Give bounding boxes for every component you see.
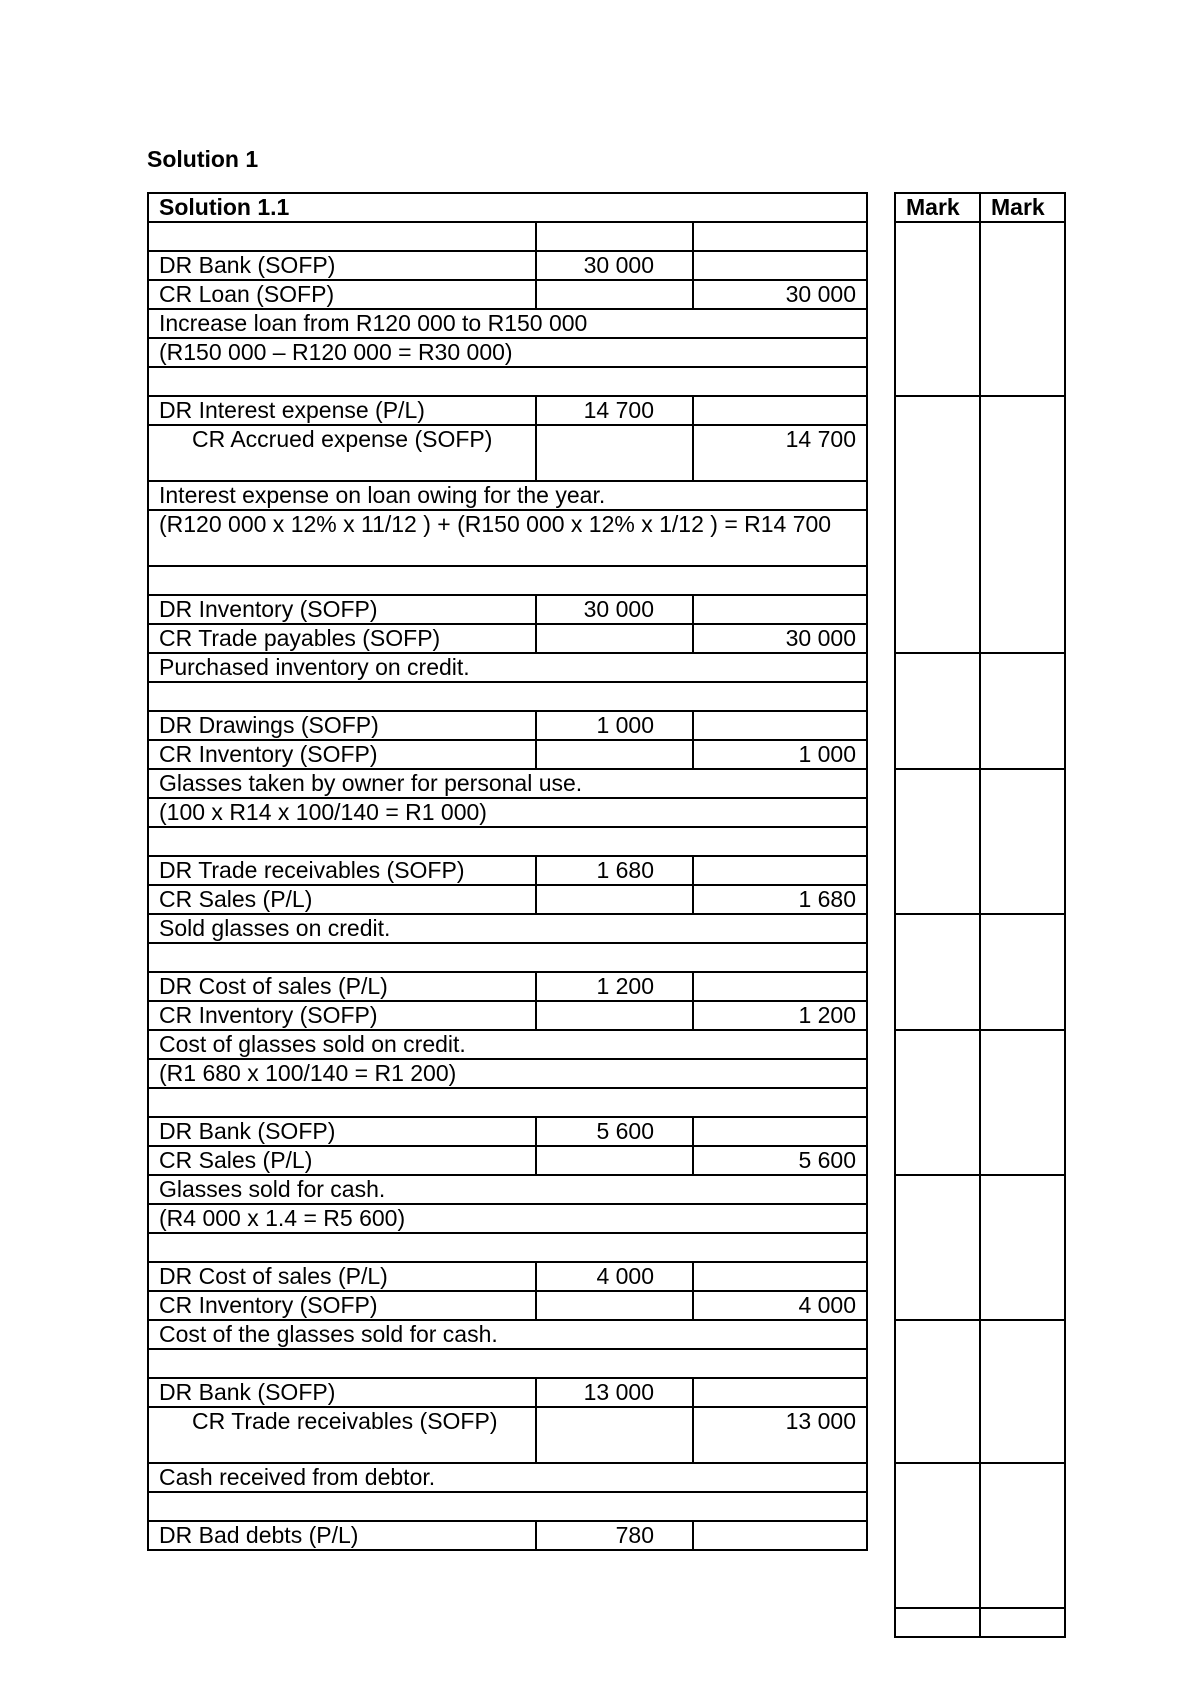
mark-row bbox=[895, 222, 1065, 396]
credit-cell: 5 600 bbox=[693, 1146, 867, 1175]
mark-row bbox=[895, 1320, 1065, 1463]
credit-cell bbox=[693, 1262, 867, 1291]
empty-cell bbox=[148, 682, 867, 711]
account-cell: DR Inventory (SOFP) bbox=[148, 595, 536, 624]
journal-entry-row bbox=[148, 624, 867, 653]
debit-cell bbox=[536, 1291, 693, 1320]
mark-cell bbox=[895, 396, 980, 653]
mark-cell bbox=[895, 914, 980, 1030]
narration-row bbox=[148, 653, 867, 682]
journal-entry-row bbox=[148, 280, 867, 309]
narration-row bbox=[148, 1059, 867, 1088]
credit-cell: 1 000 bbox=[693, 740, 867, 769]
credit-cell bbox=[693, 251, 867, 280]
mark-cell bbox=[980, 1175, 1065, 1320]
narration-row bbox=[148, 338, 867, 367]
account-cell: CR Trade payables (SOFP) bbox=[148, 624, 536, 653]
credit-cell bbox=[693, 396, 867, 425]
debit-cell: 4 000 bbox=[536, 1262, 693, 1291]
credit-cell bbox=[693, 1378, 867, 1407]
mark-row bbox=[895, 1608, 1065, 1637]
blank-row bbox=[148, 1492, 867, 1521]
credit-cell bbox=[693, 595, 867, 624]
credit-cell: 1 680 bbox=[693, 885, 867, 914]
account-cell: DR Cost of sales (P/L) bbox=[148, 1262, 536, 1291]
narration-row bbox=[148, 481, 867, 510]
debit-cell bbox=[536, 740, 693, 769]
empty-cell bbox=[536, 222, 693, 251]
mark-row bbox=[895, 769, 1065, 914]
narration-row bbox=[148, 769, 867, 798]
journal-entry-row bbox=[148, 711, 867, 740]
account-cell: DR Cost of sales (P/L) bbox=[148, 972, 536, 1001]
blank-row bbox=[148, 1349, 867, 1378]
credit-cell bbox=[693, 711, 867, 740]
marks-table bbox=[894, 192, 1066, 1638]
journal-entry-row bbox=[148, 396, 867, 425]
mark-cell bbox=[895, 653, 980, 769]
journal-entry-row bbox=[148, 885, 867, 914]
account-cell: DR Bad debts (P/L) bbox=[148, 1521, 536, 1550]
account-cell: DR Trade receivables (SOFP) bbox=[148, 856, 536, 885]
narration-cell: Cash received from debtor. bbox=[148, 1463, 867, 1492]
debit-cell bbox=[536, 1407, 693, 1463]
debit-cell: 5 600 bbox=[536, 1117, 693, 1146]
account-cell: CR Inventory (SOFP) bbox=[148, 740, 536, 769]
mark-row bbox=[895, 1463, 1065, 1608]
journal-entry-row bbox=[148, 1117, 867, 1146]
account-cell: CR Accrued expense (SOFP) bbox=[148, 425, 536, 481]
blank-row bbox=[148, 943, 867, 972]
journal-entry-row bbox=[148, 1262, 867, 1291]
mark-cell bbox=[895, 1463, 980, 1608]
journal-entry-row bbox=[148, 972, 867, 1001]
mark-cell bbox=[895, 1608, 980, 1637]
mark-cell bbox=[895, 1175, 980, 1320]
page-title: Solution 1 bbox=[147, 146, 259, 172]
mark-cell bbox=[980, 769, 1065, 914]
account-cell: CR Inventory (SOFP) bbox=[148, 1001, 536, 1030]
mark-cell bbox=[980, 222, 1065, 396]
mark-row bbox=[895, 914, 1065, 1030]
mark-cell bbox=[895, 769, 980, 914]
mark-cell bbox=[895, 222, 980, 396]
journal-entry-row bbox=[148, 1407, 867, 1463]
narration-row bbox=[148, 1320, 867, 1349]
blank-row bbox=[148, 367, 867, 396]
narration-cell: (R4 000 x 1.4 = R5 600) bbox=[148, 1204, 867, 1233]
account-cell: CR Trade receivables (SOFP) bbox=[148, 1407, 536, 1463]
debit-cell: 1 680 bbox=[536, 856, 693, 885]
journal-entry-row bbox=[148, 1378, 867, 1407]
mark-row bbox=[895, 1030, 1065, 1175]
narration-row bbox=[148, 1204, 867, 1233]
narration-row bbox=[148, 1463, 867, 1492]
narration-cell: Glasses taken by owner for personal use. bbox=[148, 769, 867, 798]
mark-cell bbox=[895, 1030, 980, 1175]
empty-cell bbox=[693, 222, 867, 251]
mark-header: Mark bbox=[895, 193, 980, 222]
journal-entry-row bbox=[148, 856, 867, 885]
debit-cell: 780 bbox=[536, 1521, 693, 1550]
mark-row bbox=[895, 1175, 1065, 1320]
credit-cell: 30 000 bbox=[693, 280, 867, 309]
narration-row bbox=[148, 309, 867, 338]
debit-cell: 30 000 bbox=[536, 595, 693, 624]
credit-cell bbox=[693, 972, 867, 1001]
account-cell: DR Bank (SOFP) bbox=[148, 1117, 536, 1146]
journal-entry-row bbox=[148, 251, 867, 280]
journal-entry-row bbox=[148, 1001, 867, 1030]
narration-cell: Sold glasses on credit. bbox=[148, 914, 867, 943]
journal-heading: Solution 1.1 bbox=[148, 193, 867, 222]
empty-cell bbox=[148, 943, 867, 972]
credit-cell: 1 200 bbox=[693, 1001, 867, 1030]
mark-cell bbox=[980, 1608, 1065, 1637]
narration-cell: Interest expense on loan owing for the year. bbox=[148, 481, 867, 510]
debit-cell bbox=[536, 885, 693, 914]
empty-cell bbox=[148, 827, 867, 856]
credit-cell: 14 700 bbox=[693, 425, 867, 481]
blank-row bbox=[148, 682, 867, 711]
mark-row bbox=[895, 653, 1065, 769]
empty-cell bbox=[148, 1088, 867, 1117]
mark-cell bbox=[980, 1030, 1065, 1175]
journal-table bbox=[147, 192, 868, 1551]
empty-cell bbox=[148, 1349, 867, 1378]
journal-entry-row bbox=[148, 740, 867, 769]
narration-row bbox=[148, 1175, 867, 1204]
mark-cell bbox=[980, 1463, 1065, 1608]
debit-cell: 14 700 bbox=[536, 396, 693, 425]
account-cell: CR Sales (P/L) bbox=[148, 1146, 536, 1175]
blank-row bbox=[148, 566, 867, 595]
journal-entry-row bbox=[148, 595, 867, 624]
empty-cell bbox=[148, 367, 867, 396]
account-cell: DR Drawings (SOFP) bbox=[148, 711, 536, 740]
mark-row bbox=[895, 396, 1065, 653]
journal-entry-row bbox=[148, 425, 867, 481]
blank-row bbox=[148, 222, 867, 251]
narration-row bbox=[148, 1030, 867, 1059]
mark-cell bbox=[980, 1320, 1065, 1463]
empty-cell bbox=[148, 566, 867, 595]
debit-cell bbox=[536, 1001, 693, 1030]
narration-cell: Purchased inventory on credit. bbox=[148, 653, 867, 682]
debit-cell: 13 000 bbox=[536, 1378, 693, 1407]
narration-cell: (R150 000 – R120 000 = R30 000) bbox=[148, 338, 867, 367]
account-cell: CR Loan (SOFP) bbox=[148, 280, 536, 309]
credit-cell bbox=[693, 856, 867, 885]
mark-cell bbox=[980, 653, 1065, 769]
credit-cell bbox=[693, 1521, 867, 1550]
empty-cell bbox=[148, 1233, 867, 1262]
debit-cell: 30 000 bbox=[536, 251, 693, 280]
narration-cell: Increase loan from R120 000 to R150 000 bbox=[148, 309, 867, 338]
debit-cell bbox=[536, 624, 693, 653]
account-cell: CR Inventory (SOFP) bbox=[148, 1291, 536, 1320]
debit-cell bbox=[536, 1146, 693, 1175]
account-cell: CR Sales (P/L) bbox=[148, 885, 536, 914]
narration-cell: (100 x R14 x 100/140 = R1 000) bbox=[148, 798, 867, 827]
debit-cell bbox=[536, 425, 693, 481]
narration-row bbox=[148, 798, 867, 827]
debit-cell bbox=[536, 280, 693, 309]
debit-cell: 1 200 bbox=[536, 972, 693, 1001]
narration-cell: (R120 000 x 12% x 11/12 ) + (R150 000 x 12% x 1/12 ) = R14 700 bbox=[148, 510, 867, 566]
mark-cell bbox=[895, 1320, 980, 1463]
empty-cell bbox=[148, 222, 536, 251]
mark-cell bbox=[980, 914, 1065, 1030]
credit-cell: 13 000 bbox=[693, 1407, 867, 1463]
journal-entry-row bbox=[148, 1291, 867, 1320]
debit-cell: 1 000 bbox=[536, 711, 693, 740]
credit-cell: 4 000 bbox=[693, 1291, 867, 1320]
narration-row bbox=[148, 510, 867, 566]
credit-cell bbox=[693, 1117, 867, 1146]
blank-row bbox=[148, 1088, 867, 1117]
account-cell: DR Interest expense (P/L) bbox=[148, 396, 536, 425]
narration-cell: Cost of glasses sold on credit. bbox=[148, 1030, 867, 1059]
mark-cell bbox=[980, 396, 1065, 653]
blank-row bbox=[148, 827, 867, 856]
narration-cell: Glasses sold for cash. bbox=[148, 1175, 867, 1204]
journal-entry-row bbox=[148, 1521, 867, 1550]
mark-header: Mark bbox=[980, 193, 1065, 222]
journal-entry-row bbox=[148, 1146, 867, 1175]
account-cell: DR Bank (SOFP) bbox=[148, 251, 536, 280]
narration-cell: (R1 680 x 100/140 = R1 200) bbox=[148, 1059, 867, 1088]
credit-cell: 30 000 bbox=[693, 624, 867, 653]
empty-cell bbox=[148, 1492, 867, 1521]
account-cell: DR Bank (SOFP) bbox=[148, 1378, 536, 1407]
narration-cell: Cost of the glasses sold for cash. bbox=[148, 1320, 867, 1349]
narration-row bbox=[148, 914, 867, 943]
blank-row bbox=[148, 1233, 867, 1262]
